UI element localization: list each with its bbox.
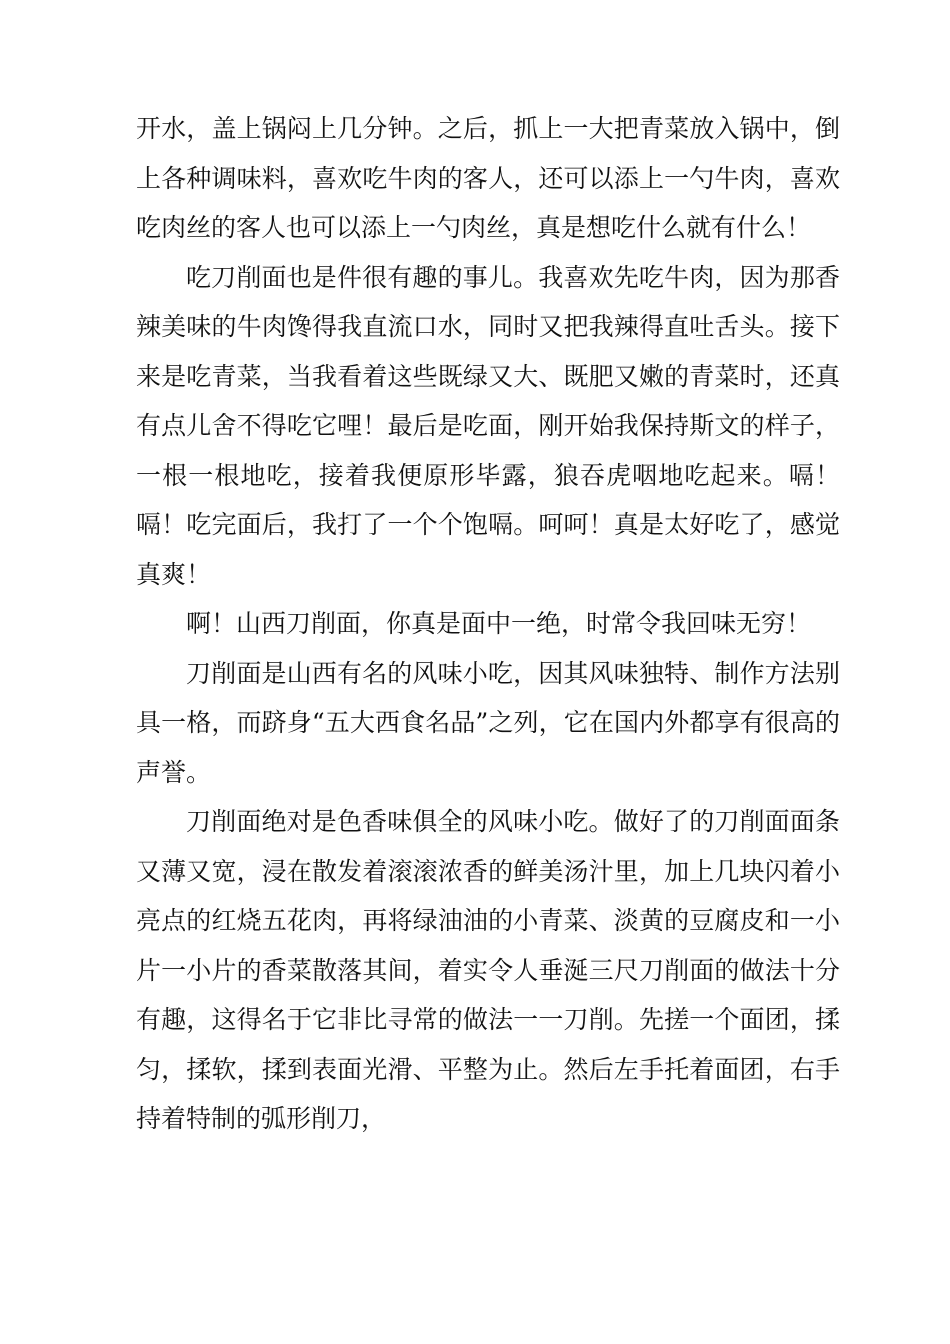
- document-body: [136, 104, 840, 1144]
- paragraph: 啊！山西刀削面，你真是面中一绝，时常令我回味无穷！: [186, 609, 812, 638]
- paragraph: 开水，盖上锅闷上几分钟。之后，抓上一大把青菜放入锅中，倒上各种调味料，喜欢吃牛肉的客人，还可以添上一勺牛肉，喜欢吃肉丝的客人也可以添上一勺肉丝，真是想吃什么就有什么！: [136, 114, 840, 242]
- paragraph: 刀削面是山西有名的风味小吃，因其风味独特、制作方法别具一格，而跻身“五大西食名品”之列，它在国内外都享有很高的声誉。: [136, 658, 840, 787]
- paragraph: 刀削面绝对是色香味俱全的风味小吃。做好了的刀削面面条又薄又宽，浸在散发着滚滚浓香的鲜美汤汁里，加上几块闪着小亮点的红烧五花肉，再将绿油油的小青菜、淡黄的豆腐皮和一小片一小片的香菜散落其间，着实令人垂涎三尺刀削面的做法十分有趣，这得名于它非比寻常的做法一一刀削。先搓一个面团，揉匀，揉软，揉到表面光滑、平整为止。然后左手托着面团，右手持着特制的弧形削刀，: [136, 807, 840, 1133]
- paragraph: 吃刀削面也是件很有趣的事儿。我喜欢先吃牛肉，因为那香辣美味的牛肉馋得我直流口水，同时又把我辣得直吐舌头。接下来是吃青菜，当我看着这些既绿又大、既肥又嫩的青菜时，还真有点儿舍不得吃它哩！最后是吃面，刚开始我保持斯文的样子，一根一根地吃，接着我便原形毕露，狼吞虎咽地吃起来。嗝！嗝！吃完面后，我打了一个个饱嗝。呵呵！真是太好吃了，感觉真爽！: [136, 262, 840, 589]
